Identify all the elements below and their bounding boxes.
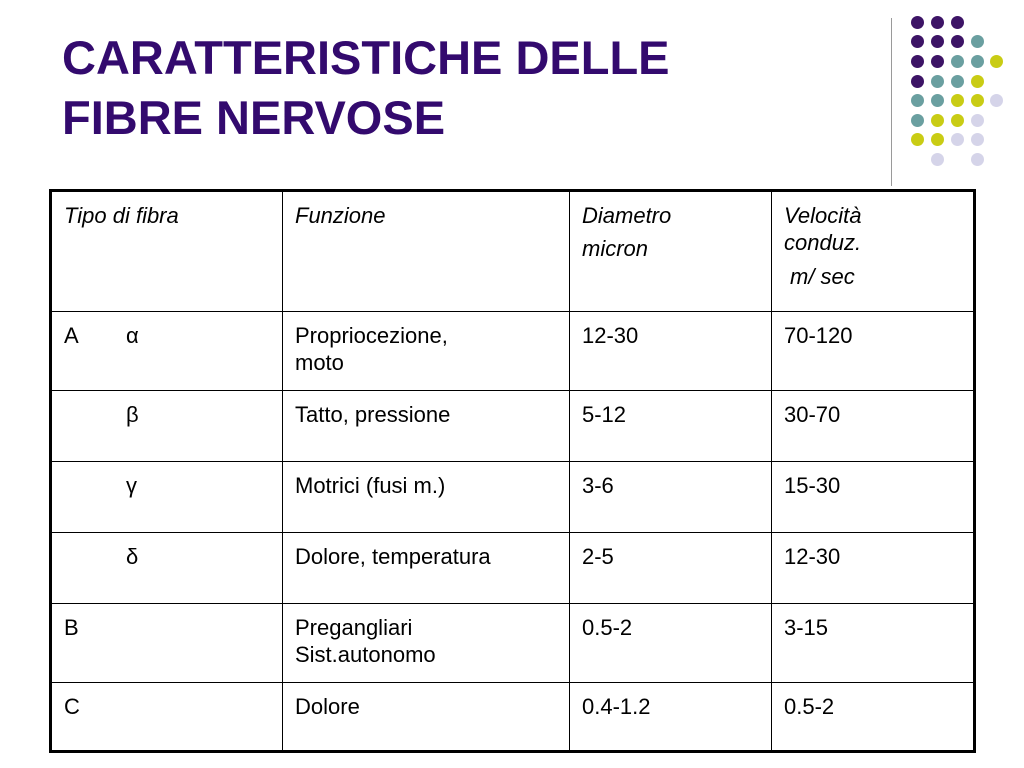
function-cell: Motrici (fusi m.): [283, 462, 570, 533]
header-velocity-label: Velocità: [784, 203, 862, 228]
decor-dot: [911, 75, 924, 88]
header-diameter-unit: micron: [582, 236, 649, 261]
velocity-cell: 15-30: [772, 462, 975, 533]
table-row: [51, 462, 975, 533]
header-velocity-unit: m/ sec: [790, 264, 855, 289]
fibre-type-cell: [51, 462, 283, 533]
function-cell: Dolore, temperatura: [283, 533, 570, 604]
decor-dot: [951, 94, 964, 107]
function-cell: [283, 604, 570, 683]
decor-dot: [971, 133, 984, 146]
slide-title-line-2: FIBRE NERVOSE: [62, 91, 446, 144]
decor-dot: [951, 114, 964, 127]
header-fibre-type-label: Tipo di fibra: [64, 203, 179, 228]
decor-dot: [990, 55, 1003, 68]
fibre-subtype: γ: [126, 473, 137, 498]
table-row: [51, 604, 975, 683]
diameter-cell: 12-30: [570, 312, 772, 391]
decor-dot: [931, 16, 944, 29]
velocity-cell: 12-30: [772, 533, 975, 604]
decor-dot: [951, 55, 964, 68]
decor-dot: [971, 35, 984, 48]
table-header-row: [51, 191, 975, 312]
fibre-type-cell: [51, 533, 283, 604]
fibre-type-cell: [51, 683, 283, 752]
function-cell: [283, 312, 570, 391]
decor-dot: [911, 114, 924, 127]
decor-dot: [971, 153, 984, 166]
velocity-cell: 70-120: [772, 312, 975, 391]
header-fibre-type: [51, 191, 283, 312]
decor-dot: [911, 133, 924, 146]
header-diameter: [570, 191, 772, 312]
decor-dot: [971, 55, 984, 68]
nerve-fibre-table: [49, 189, 976, 753]
diameter-cell: 3-6: [570, 462, 772, 533]
header-function-label: Funzione: [295, 203, 386, 228]
function-text: Pregangliari: [295, 615, 413, 640]
fibre-type-cell: [51, 604, 283, 683]
decor-dot: [951, 35, 964, 48]
function-text-2: Sist.autonomo: [295, 642, 436, 667]
header-velocity: [772, 191, 975, 312]
table-row: [51, 391, 975, 462]
fibre-letter: B: [64, 615, 79, 640]
decor-dot: [911, 55, 924, 68]
function-cell: Dolore: [283, 683, 570, 752]
fibre-subtype: β: [126, 402, 139, 427]
decor-dot: [951, 16, 964, 29]
decor-dot: [911, 35, 924, 48]
decor-dot: [951, 133, 964, 146]
table-row: [51, 312, 975, 391]
decor-dot: [951, 75, 964, 88]
decor-dot: [971, 75, 984, 88]
fibre-letter: C: [64, 694, 80, 719]
table-row: [51, 683, 975, 752]
function-cell: Tatto, pressione: [283, 391, 570, 462]
diameter-cell: 0.4-1.2: [570, 683, 772, 752]
decor-dot: [931, 75, 944, 88]
slide-title: [62, 28, 862, 148]
fibre-subtype: δ: [126, 544, 139, 569]
decor-dot: [971, 94, 984, 107]
diameter-cell: 5-12: [570, 391, 772, 462]
decor-dot: [931, 55, 944, 68]
header-function: [283, 191, 570, 312]
velocity-cell: 0.5-2: [772, 683, 975, 752]
table-row: [51, 533, 975, 604]
diameter-cell: 2-5: [570, 533, 772, 604]
decor-dot: [931, 35, 944, 48]
function-text-2: moto: [295, 350, 344, 375]
decor-dot: [911, 94, 924, 107]
decor-dot: [911, 16, 924, 29]
slide-title-line-1: CARATTERISTICHE DELLE: [62, 31, 670, 84]
decor-dot: [931, 153, 944, 166]
decor-dot: [931, 133, 944, 146]
decor-dot: [971, 114, 984, 127]
header-velocity-label-2: conduz.: [784, 230, 862, 255]
fibre-letter: A: [64, 323, 79, 348]
diameter-cell: 0.5-2: [570, 604, 772, 683]
decor-dot: [990, 94, 1003, 107]
vertical-divider: [891, 18, 892, 186]
decor-dot: [931, 94, 944, 107]
fibre-type-cell: [51, 391, 283, 462]
velocity-cell: 30-70: [772, 391, 975, 462]
header-diameter-label: Diametro: [582, 203, 672, 228]
function-text: Propriocezione,: [295, 323, 448, 348]
velocity-cell: 3-15: [772, 604, 975, 683]
fibre-type-cell: [51, 312, 283, 391]
decor-dot: [931, 114, 944, 127]
fibre-subtype: α: [126, 323, 139, 348]
